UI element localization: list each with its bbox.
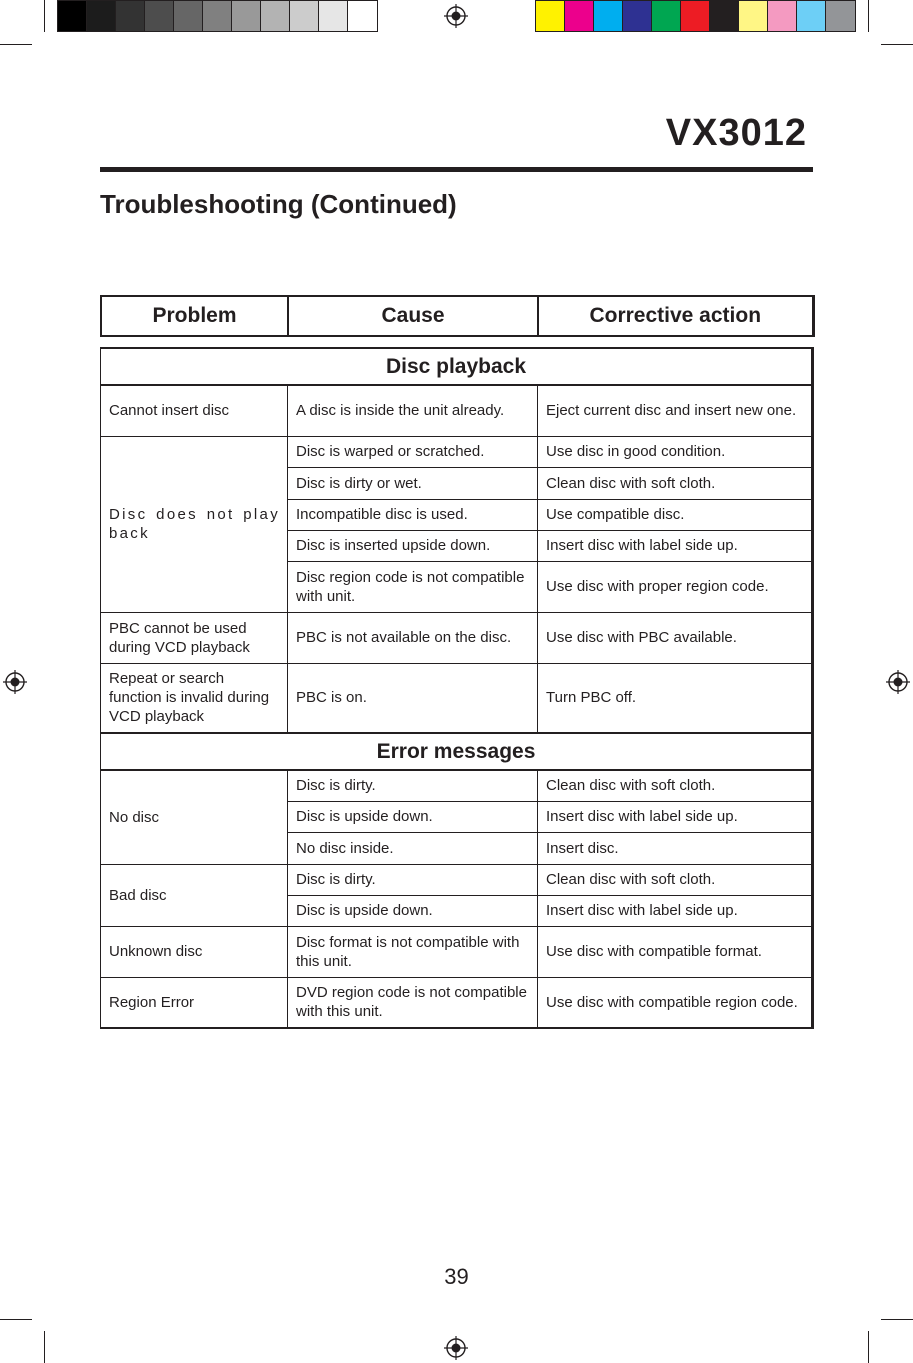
section-title-disc-playback: Disc playback <box>101 348 813 385</box>
color-swatch <box>116 1 145 31</box>
problem-cell: Unknown disc <box>101 926 288 977</box>
crop-mark <box>868 0 869 32</box>
action-cell: Use disc with PBC available. <box>538 612 813 663</box>
problem-cell: Repeat or search function is invalid during VCD playback <box>101 663 288 733</box>
column-header-table <box>100 295 815 337</box>
action-cell: Use disc in good condition. <box>538 436 813 467</box>
page-number: 39 <box>444 1264 469 1289</box>
registration-mark-icon <box>886 670 910 694</box>
action-cell: Clean disc with soft cloth. <box>538 770 813 801</box>
cause-cell: Disc is upside down. <box>288 801 538 832</box>
registration-mark-icon <box>3 670 27 694</box>
action-cell: Insert disc with label side up. <box>538 530 813 561</box>
crop-mark <box>44 0 45 32</box>
registration-mark-icon <box>444 4 468 28</box>
header-rule <box>100 167 813 172</box>
color-swatch <box>681 1 710 31</box>
problem-cell: Bad disc <box>101 864 288 926</box>
problem-cell: Cannot insert disc <box>101 385 288 436</box>
problem-cell: Disc does not play back <box>101 436 288 612</box>
column-header-problem: Problem <box>101 296 288 336</box>
cause-cell: Disc is upside down. <box>288 895 538 926</box>
color-swatch <box>232 1 261 31</box>
model-number: VX3012 <box>665 112 807 154</box>
crop-mark <box>881 44 913 45</box>
registration-mark-icon <box>444 1336 468 1360</box>
crop-mark <box>0 44 32 45</box>
table-row <box>101 436 813 467</box>
problem-cell: No disc <box>101 770 288 864</box>
table-row <box>101 770 813 801</box>
color-swatch <box>652 1 681 31</box>
cause-cell: DVD region code is not compatible with this unit. <box>288 977 538 1028</box>
problem-cell: PBC cannot be used during VCD playback <box>101 612 288 663</box>
color-swatch <box>565 1 594 31</box>
color-swatch <box>174 1 203 31</box>
color-swatch <box>797 1 826 31</box>
color-swatch <box>145 1 174 31</box>
table-row <box>101 612 813 663</box>
section-header-row <box>101 348 813 385</box>
action-cell: Insert disc with label side up. <box>538 895 813 926</box>
cause-cell: Disc is dirty or wet. <box>288 467 538 499</box>
table-row <box>101 926 813 977</box>
problem-cell: Region Error <box>101 977 288 1028</box>
color-swatch <box>623 1 652 31</box>
action-cell: Insert disc. <box>538 832 813 864</box>
column-header-action: Corrective action <box>538 296 813 336</box>
column-header-cause: Cause <box>288 296 538 336</box>
cause-cell: Disc is dirty. <box>288 864 538 895</box>
table-row <box>101 864 813 895</box>
cause-cell: Incompatible disc is used. <box>288 499 538 530</box>
action-cell: Use compatible disc. <box>538 499 813 530</box>
crop-mark <box>0 1319 32 1320</box>
color-swatch <box>261 1 290 31</box>
action-cell: Clean disc with soft cloth. <box>538 864 813 895</box>
action-cell: Eject current disc and insert new one. <box>538 385 813 436</box>
crop-mark <box>44 1331 45 1363</box>
color-swatch <box>536 1 565 31</box>
color-swatch <box>768 1 797 31</box>
color-swatch <box>739 1 768 31</box>
cause-cell: Disc is warped or scratched. <box>288 436 538 467</box>
action-cell: Insert disc with label side up. <box>538 801 813 832</box>
column-header-row <box>101 296 813 336</box>
cause-cell: Disc format is not compatible with this unit. <box>288 926 538 977</box>
color-calibration-bar <box>535 0 856 32</box>
action-cell: Clean disc with soft cloth. <box>538 467 813 499</box>
page-title: Troubleshooting (Continued) <box>100 189 457 219</box>
color-swatch <box>594 1 623 31</box>
cause-cell: Disc is dirty. <box>288 770 538 801</box>
color-swatch <box>290 1 319 31</box>
action-cell: Use disc with proper region code. <box>538 561 813 612</box>
table-row <box>101 385 813 436</box>
action-cell: Use disc with compatible format. <box>538 926 813 977</box>
color-swatch <box>87 1 116 31</box>
cause-cell: A disc is inside the unit already. <box>288 385 538 436</box>
cause-cell: Disc is inserted upside down. <box>288 530 538 561</box>
crop-mark <box>881 1319 913 1320</box>
troubleshooting-table <box>100 347 814 1029</box>
cause-cell: PBC is not available on the disc. <box>288 612 538 663</box>
color-swatch <box>58 1 87 31</box>
color-swatch <box>826 1 855 31</box>
table-row <box>101 977 813 1028</box>
table-row <box>101 663 813 733</box>
section-header-row <box>101 733 813 770</box>
crop-mark <box>868 1331 869 1363</box>
color-swatch <box>348 1 377 31</box>
grayscale-calibration-bar <box>57 0 378 32</box>
section-title-error-messages: Error messages <box>101 733 813 770</box>
color-swatch <box>319 1 348 31</box>
cause-cell: PBC is on. <box>288 663 538 733</box>
color-swatch <box>710 1 739 31</box>
cause-cell: No disc inside. <box>288 832 538 864</box>
cause-cell: Disc region code is not compatible with unit. <box>288 561 538 612</box>
color-swatch <box>203 1 232 31</box>
action-cell: Turn PBC off. <box>538 663 813 733</box>
action-cell: Use disc with compatible region code. <box>538 977 813 1028</box>
